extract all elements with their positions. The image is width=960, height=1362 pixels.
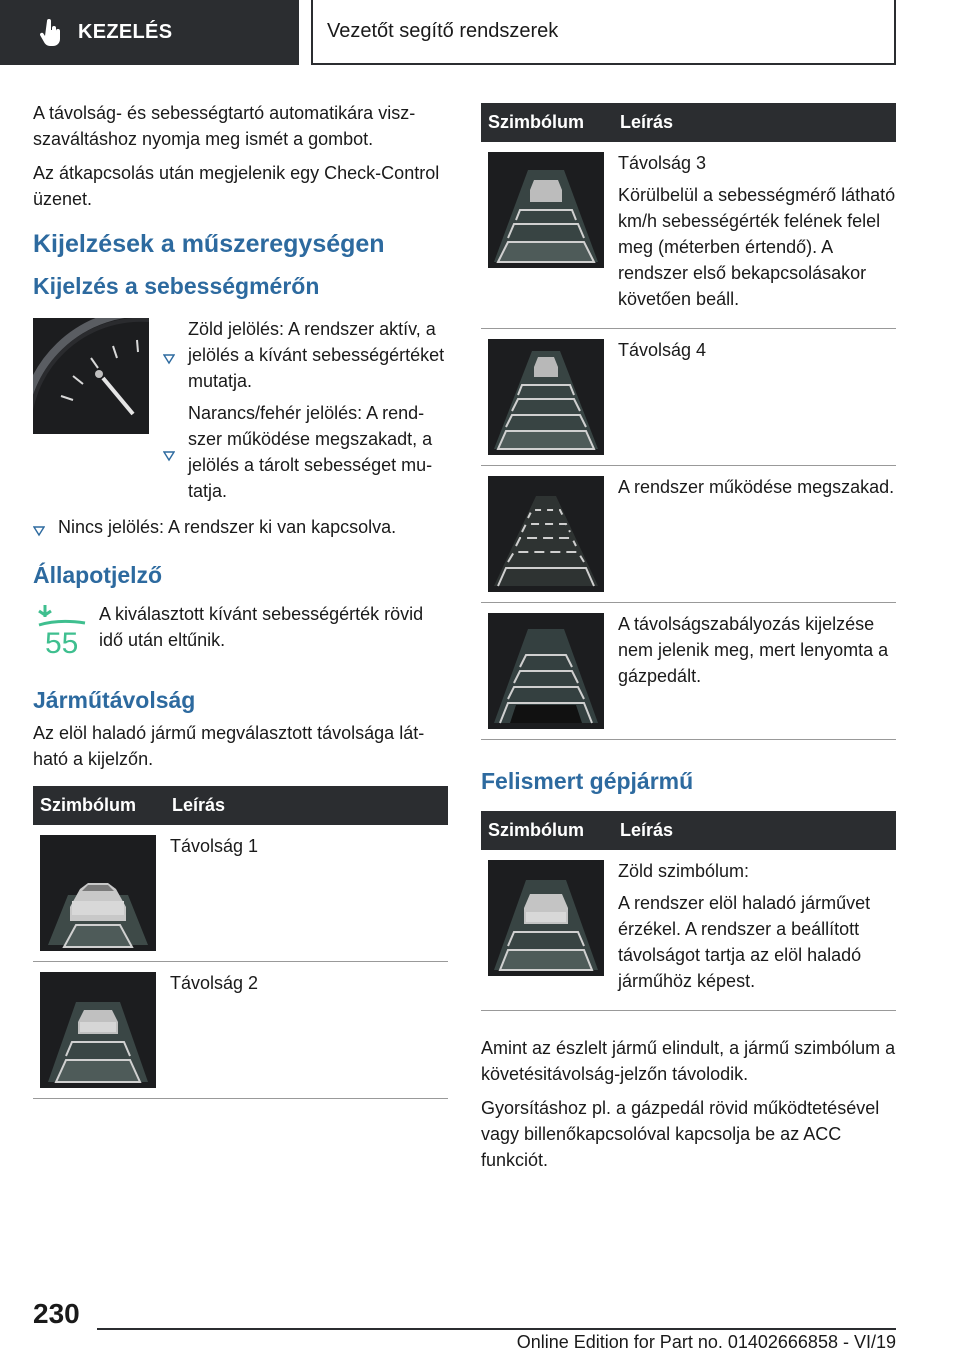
- column-header-description: Leírás: [612, 103, 896, 142]
- hand-pointer-icon: [40, 19, 62, 47]
- distance-4-symbol: [488, 339, 604, 455]
- subsection-heading: Felismert gépjármű: [481, 768, 694, 794]
- status-icon-value: 55: [45, 627, 79, 660]
- row-description: [612, 466, 896, 603]
- list-item-text: Narancs/fehér jelölés: A rendszer működése megszakadt, a jelölés a tárolt sebességet mutatja.: [188, 403, 433, 501]
- row-description: [612, 329, 896, 466]
- distance-1-symbol: [40, 835, 156, 951]
- green-vehicle-symbol: [488, 860, 604, 976]
- paragraph: A távolság- és sebességtartó automatikára viszszaváltáshoz nyomja meg ismét a gombot.: [33, 103, 416, 149]
- table-row: [481, 329, 896, 466]
- subsection-heading: Járműtávolság: [33, 687, 196, 713]
- system-interrupted-symbol: [488, 476, 604, 592]
- list-item: [163, 400, 448, 504]
- row-description: [612, 603, 896, 740]
- bullet-list: [163, 316, 448, 510]
- footer-divider: [97, 1328, 896, 1330]
- column-header-description: Leírás: [164, 786, 448, 825]
- table-row: [33, 825, 448, 962]
- column-header-symbol: Szimbólum: [481, 103, 612, 142]
- speedometer-image: [33, 318, 149, 434]
- row-description: Távolság 1: [164, 825, 448, 962]
- table-row: [481, 603, 896, 740]
- page-number: 230: [33, 1298, 80, 1329]
- section-heading: Kijelzések a műszeregységen: [33, 230, 385, 258]
- row-description: Távolság 2: [164, 962, 448, 1099]
- paragraph: Gyorsításhoz pl. a gázpedál rövid működtetésével vagy billenőkapcsolóval kapcsolja be az ACC funkciót.: [481, 1098, 880, 1170]
- description-title: A rendszer működése megszakad.: [618, 477, 895, 497]
- paragraph: Az átkapcsolás után megjelenik egy Check-Control üzenet.: [33, 163, 440, 209]
- column-header-description: Leírás: [612, 811, 896, 850]
- distance-2-symbol: [40, 972, 156, 1088]
- left-column: [33, 100, 448, 1099]
- list-item: [163, 316, 448, 394]
- description-title: Távolság 4: [618, 340, 707, 360]
- table-row: [481, 142, 896, 329]
- triangle-bullet-icon: [33, 522, 45, 540]
- chapter-title: Vezetőt segítő rendszerek: [327, 20, 559, 42]
- accelerator-pressed-symbol: [488, 613, 604, 729]
- description-title: A távolságszabályozás kijelzése nem jelenik meg, mert lenyomta a gázpedált.: [618, 614, 889, 686]
- list-item: [33, 514, 448, 540]
- list-item-text: Nincs jelölés: A rendszer ki van kapcsolva.: [58, 517, 397, 537]
- list-item-text: Zöld jelölés: A rendszer aktív, a jelölés a kívánt sebességértéket mutatja.: [188, 319, 445, 391]
- edition-note: Online Edition for Part no. 01402666858 - VI/19: [516, 1332, 896, 1352]
- table-row: [481, 466, 896, 603]
- paragraph: Amint az észlelt jármű elindult, a jármű szimbólum a követésitávolság-jelzőn távolodik.: [481, 1038, 896, 1084]
- subsection-heading: Kijelzés a sebességmérőn: [33, 273, 320, 299]
- distance-table-continued: [481, 103, 896, 740]
- subsection-heading: Állapotjelző: [33, 562, 163, 588]
- description-title: Távolság 3: [618, 153, 707, 173]
- detected-vehicle-table: [481, 811, 896, 1011]
- section-tab: [0, 0, 299, 65]
- status-description: A kiválasztott kívánt sebességérték rövid idő után eltűnik.: [99, 604, 424, 650]
- column-header-symbol: Szimbólum: [33, 786, 164, 825]
- speedometer-block: [33, 316, 448, 510]
- chapter-tab: [311, 0, 896, 65]
- description-text: A rendszer elöl haladó járművet érzékel. A rendszer a beállított távolságot tartja az elöl haladó járműhöz képest.: [618, 893, 871, 991]
- row-description: [612, 142, 896, 329]
- description-title: Zöld szimbólum:: [618, 861, 750, 881]
- table-row: [481, 850, 896, 1011]
- speed-set-indicator-icon: [33, 601, 99, 661]
- triangle-bullet-icon: [163, 408, 175, 504]
- right-column: [481, 103, 896, 1181]
- status-indicator-block: [33, 601, 448, 661]
- distance-table: [33, 786, 448, 1099]
- table-row: [33, 962, 448, 1099]
- column-header-symbol: Szimbólum: [481, 811, 612, 850]
- description-text: Körülbelül a sebességmérő látható km/h sebességérték felének felel meg (méterben értendő). A rendszer első bekapcsolásakor követően beáll.: [618, 185, 896, 309]
- section-title: KEZELÉS: [78, 21, 173, 43]
- row-description: [612, 850, 896, 1011]
- paragraph: Az elöl haladó jármű megválasztott távolsága látható a kijelzőn.: [33, 723, 425, 769]
- distance-3-symbol: [488, 152, 604, 268]
- triangle-bullet-icon: [163, 324, 175, 394]
